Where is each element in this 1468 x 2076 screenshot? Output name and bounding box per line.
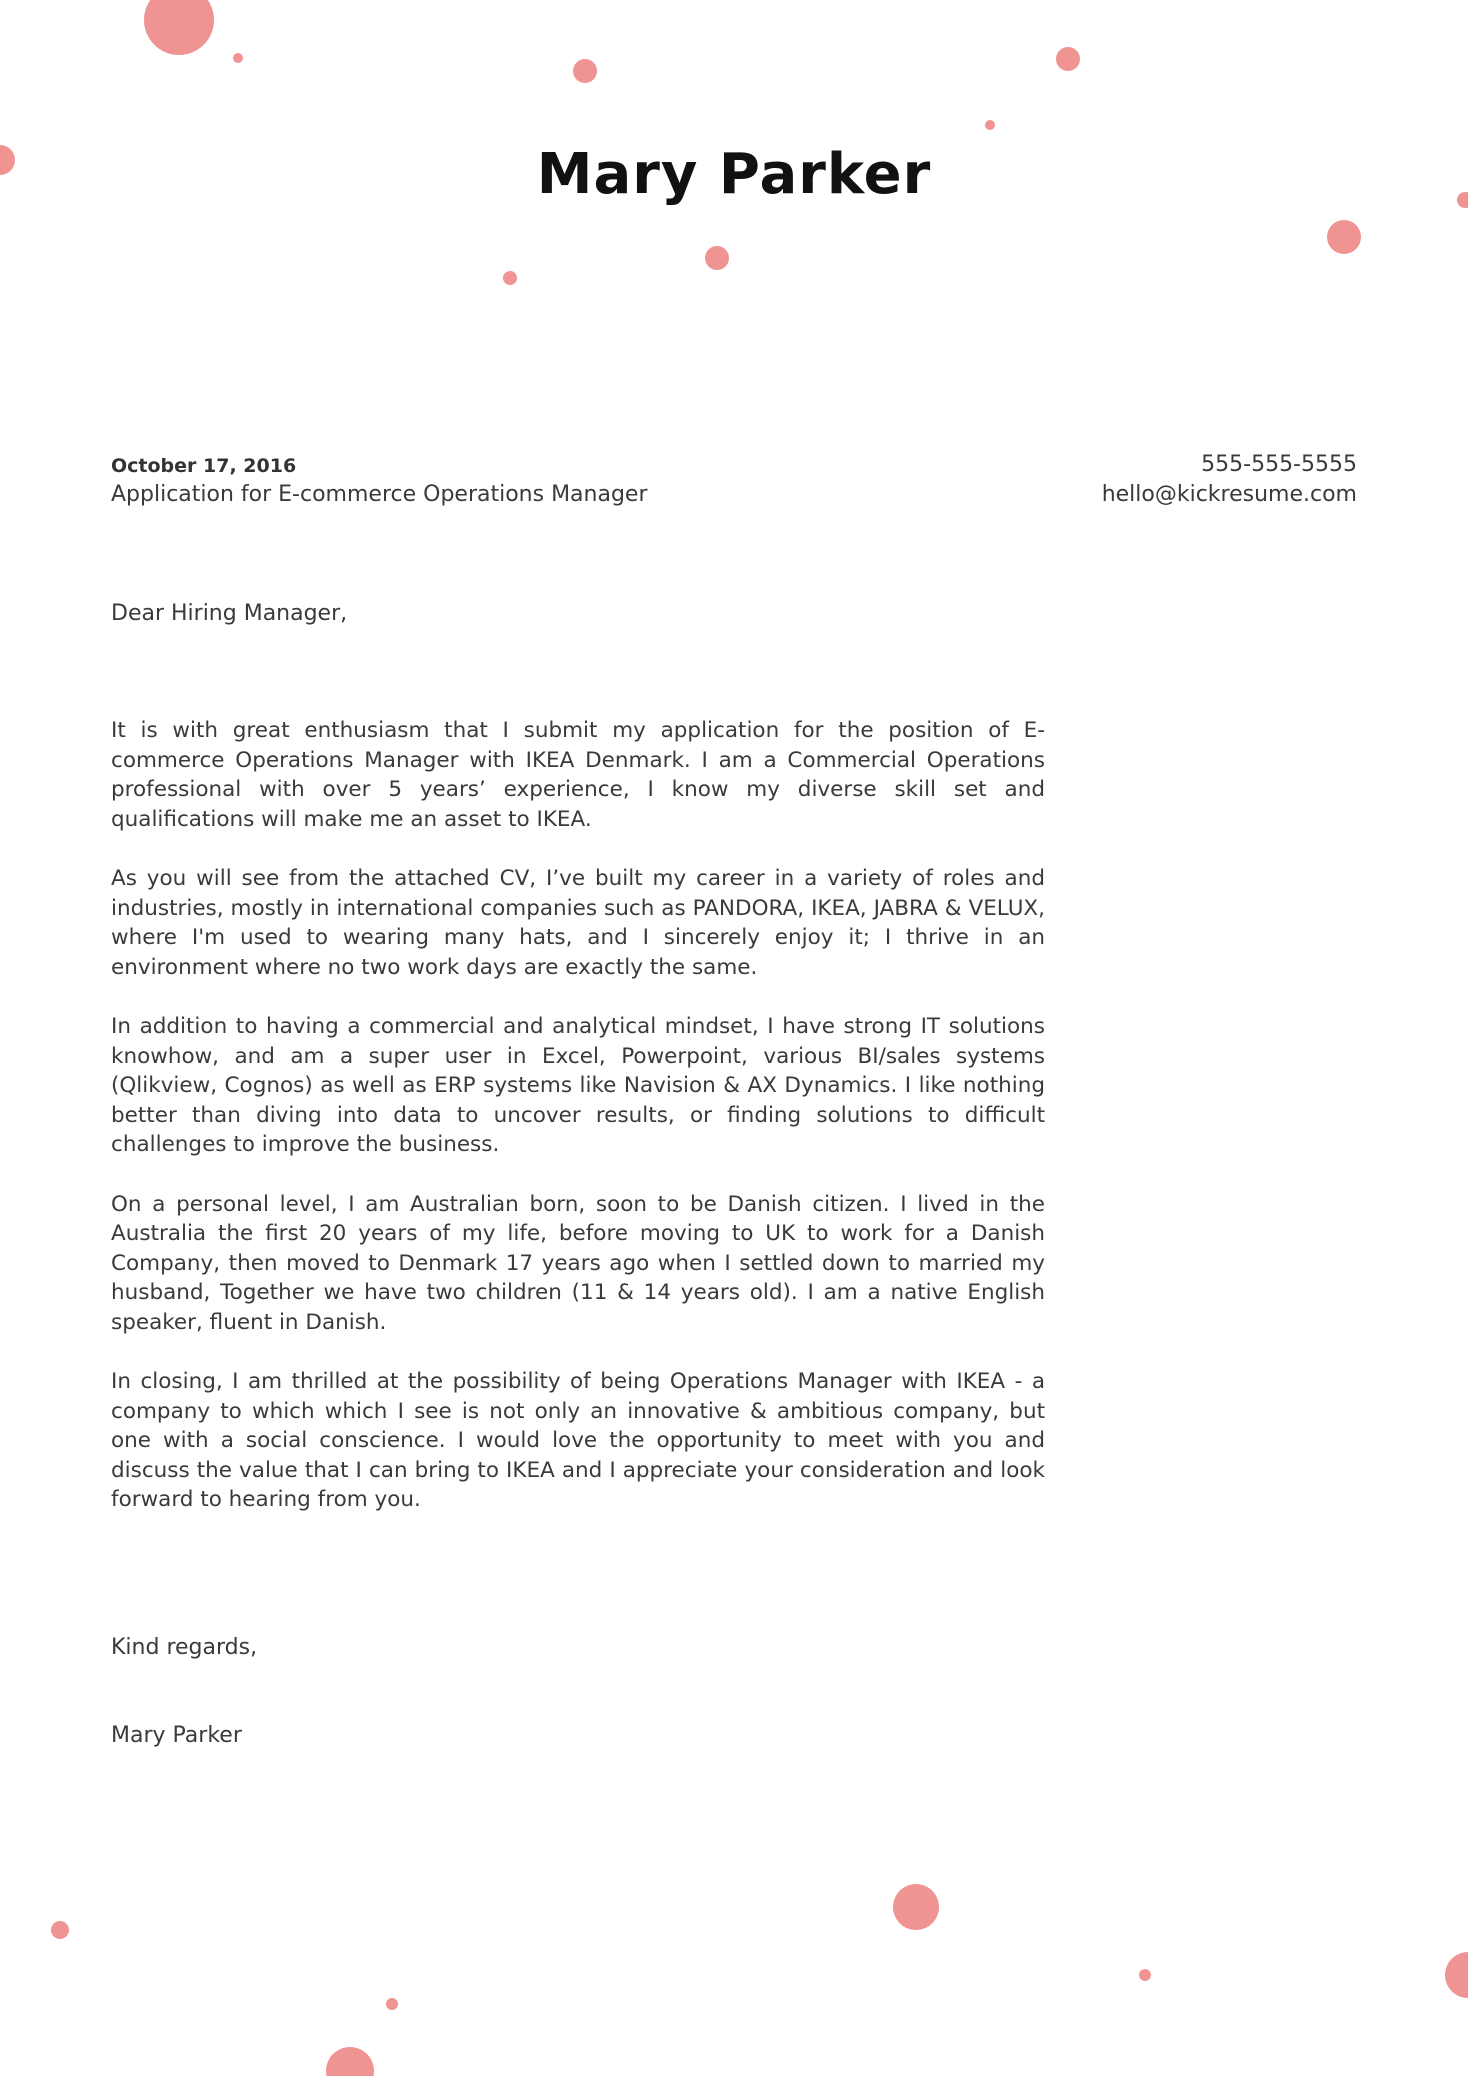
salutation: Dear Hiring Manager, [111,601,348,626]
decorative-dot [386,1998,398,2010]
decorative-dot [503,271,517,285]
decorative-dot [1056,47,1080,71]
signature-name: Mary Parker [111,1723,242,1748]
decorative-dot [893,1884,939,1930]
letter-paragraph: It is with great enthusiasm that I submit my application for the position of E-commerce Operations Manager with IKEA Denmark. I am a Commercial Operations professional with over 5 years’ experience, I know my diverse skill set and qualifications will make me an asset to IKEA. [111,718,1045,832]
letter-body [111,716,1045,1545]
decorative-dot [1445,1952,1468,1998]
letter-paragraph: On a personal level, I am Australian born, soon to be Danish citizen. I lived in the Australia the first 20 years of my life, before moving to UK to work for a Danish Company, then moved to Denmark 17 years ago when I settled down to married my husband, Together we have two children (11 & 14 years old). I am a native English speaker, fluent in Danish. [111,1191,1045,1335]
letter-paragraph: As you will see from the attached CV, I’ve built my career in a variety of roles and industries, mostly in international companies such as PANDORA, IKEA, JABRA & VELUX, where I'm used to wearing many hats, and I sincerely enjoy it; I thrive in an environment where no two work days are exactly the same. [111,865,1045,980]
closing-line: Kind regards, [111,1635,258,1660]
decorative-dot [233,53,243,63]
decorative-dot [1139,1969,1151,1981]
letter-subject: Application for E-commerce Operations Manager [111,482,648,507]
letter-date: October 17, 2016 [111,455,297,477]
decorative-dot [1327,220,1361,254]
decorative-dot [573,59,597,83]
applicant-name: Mary Parker [536,142,932,207]
email-address: hello@kickresume.com [1101,482,1357,507]
decorative-dot [144,0,214,55]
decorative-dot [705,246,729,270]
phone-number: 555-555-5555 [1201,452,1357,477]
contact-info [1102,450,1357,510]
decorative-dot [985,120,995,130]
letter-paragraph: In addition to having a commercial and analytical mindset, I have strong IT solutions knowhow, and am a super user in Excel, Powerpoint, various BI/sales systems (Qlikview, Cognos) as well as ERP systems like Navision & AX Dynamics. I like nothing better than diving into data to uncover results, or finding solutions to difficult challenges to improve the business. [111,1013,1045,1158]
decorative-dot [326,2047,374,2076]
decorative-dot [51,1921,69,1939]
letter-paragraph: In closing, I am thrilled at the possibility of being Operations Manager with IKEA - a company to which which I see is not only an innovative & ambitious company, but one with a social conscience. I would love the opportunity to meet with you and discuss the value that I can bring to IKEA and I appreciate your consideration and look forward to hearing from you. [111,1369,1045,1513]
letter-meta-left [111,453,648,511]
